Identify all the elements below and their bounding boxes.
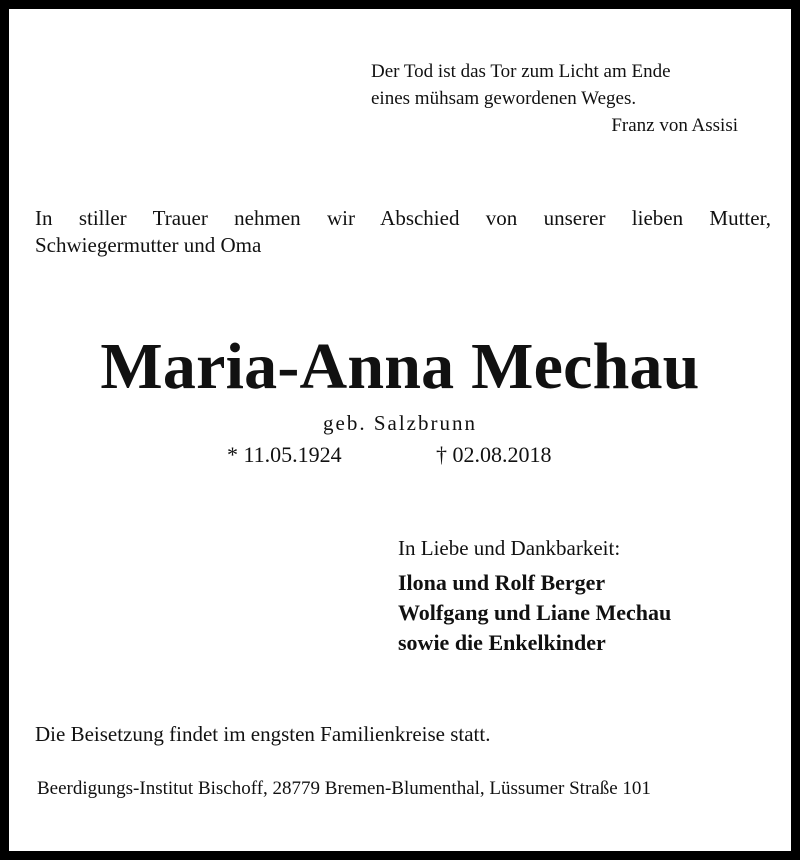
mourner-name: Wolfgang und Liane Mechau [398, 600, 672, 625]
mourner-name: Ilona und Rolf Berger [398, 570, 606, 595]
birth-date: * 11.05.1924 [227, 442, 342, 467]
quote-line-1: Der Tod ist das Tor zum Licht am Ende [371, 61, 671, 82]
intro-line-1: In stiller Trauer nehmen wir Abschied von unserer lieben Mutter, [35, 206, 771, 230]
intro-line-2: Schwiegermutter und Oma [35, 233, 262, 257]
maiden-name: geb. Salzbrunn [323, 411, 477, 435]
mourners-heading: In Liebe und Dankbarkeit: [398, 536, 621, 560]
undertaker-address: Beerdigungs-Institut Bischoff, 28779 Bremen-Blumenthal, Lüssumer Straße 101 [37, 778, 651, 799]
quote-line-2: eines mühsam gewordenen Weges. [371, 88, 637, 109]
deceased-name: Maria-Anna Mechau [100, 330, 700, 403]
mourner-name: sowie die Enkelkinder [398, 630, 606, 655]
funeral-note: Die Beisetzung findet im engsten Familienkreise statt. [35, 722, 491, 746]
death-date: † 02.08.2018 [436, 442, 552, 467]
quote-author: Franz von Assisi [611, 115, 738, 136]
